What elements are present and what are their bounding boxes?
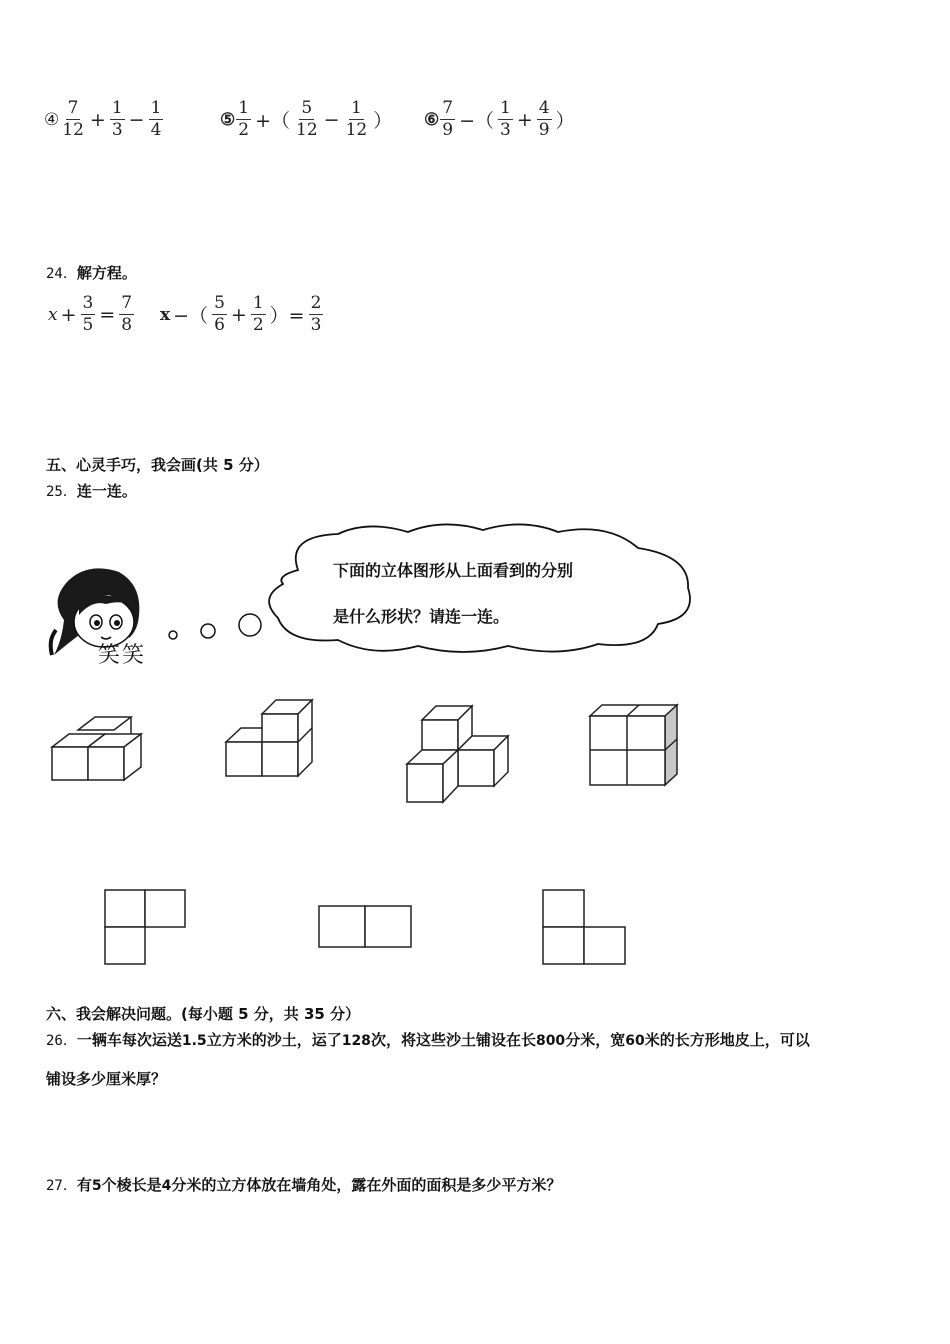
- circled-number-4: ④: [44, 109, 60, 130]
- question-26-line-2: 铺设多少厘米厚？: [46, 1070, 167, 1088]
- solid-figure-1: [50, 712, 150, 784]
- question-24-heading: 24．解方程。: [46, 264, 137, 282]
- top-view-shape-2: [316, 903, 416, 951]
- character-name-label: 笑笑: [98, 643, 147, 668]
- top-view-shape-3: [540, 887, 630, 967]
- section-6-title: 六、我会解决问题。(每小题 5 分，共 35 分）: [46, 1005, 361, 1023]
- question-26-line-1: 26．一辆车每次运送1.5立方米的沙土，运了128次，将这些沙土铺设在长800分米，宽60米的长方形地皮上，可以: [46, 1031, 810, 1049]
- fraction: $\frac{1}{2}$: [252, 293, 264, 335]
- expression-4: ④ $\frac{7}{12}$ + $\frac{1}{3}$ − $\frac{1}{4}$: [44, 98, 162, 140]
- circled-number-5: ⑤: [220, 109, 236, 130]
- equation-1: x + $\frac{3}{5}$ = $\frac{7}{8}$: [48, 293, 133, 335]
- top-view-shape-1: [102, 887, 190, 967]
- fraction: $\frac{5}{12}$: [296, 98, 318, 140]
- fraction: $\frac{1}{2}$: [238, 98, 250, 140]
- fraction: $\frac{2}{3}$: [310, 293, 322, 335]
- question-25-heading: 25．连一连。: [46, 482, 137, 500]
- fraction: $\frac{1}{12}$: [345, 98, 368, 140]
- fraction: $\frac{1}{3}$: [500, 98, 511, 140]
- fraction: $\frac{1}{4}$: [150, 98, 162, 140]
- fraction: $\frac{7}{9}$: [442, 98, 454, 140]
- fraction: $\frac{1}{3}$: [111, 98, 123, 140]
- thought-dots: [165, 608, 265, 648]
- solid-figure-2: [224, 690, 316, 780]
- fraction: $\frac{4}{9}$: [538, 98, 550, 140]
- bubble-text-line-2: 是什么形状？请连一连。: [333, 607, 510, 626]
- expression-6: ⑥ $\frac{7}{9}$ −（ $\frac{1}{3}$ + $\frac{4}{9}$ ）: [424, 98, 575, 140]
- thought-cloud: [258, 518, 698, 660]
- fraction: $\frac{7}{12}$: [62, 98, 84, 140]
- question-27: 27．有5个棱长是4分米的立方体放在墙角处，露在外面的面积是多少平方米？: [46, 1176, 562, 1194]
- solid-figure-4: [587, 702, 683, 792]
- fraction: $\frac{5}{6}$: [214, 293, 225, 335]
- circled-number-6: ⑥: [424, 109, 440, 130]
- section-5-title: 五、心灵手巧，我会画(共 5 分）: [46, 456, 269, 474]
- fraction: $\frac{7}{8}$: [121, 293, 133, 335]
- fraction: $\frac{3}{5}$: [82, 293, 94, 335]
- equation-2: x −（ $\frac{5}{6}$ + $\frac{1}{2}$ ）= $\frac{2}{3}$: [160, 293, 322, 335]
- bubble-text-line-1: 下面的立体图形从上面看到的分别: [333, 561, 574, 580]
- expression-5: ⑤ $\frac{1}{2}$ +（ $\frac{5}{12}$ − $\frac{1}{12}$ ）: [220, 98, 393, 140]
- solid-figure-3: [404, 702, 514, 806]
